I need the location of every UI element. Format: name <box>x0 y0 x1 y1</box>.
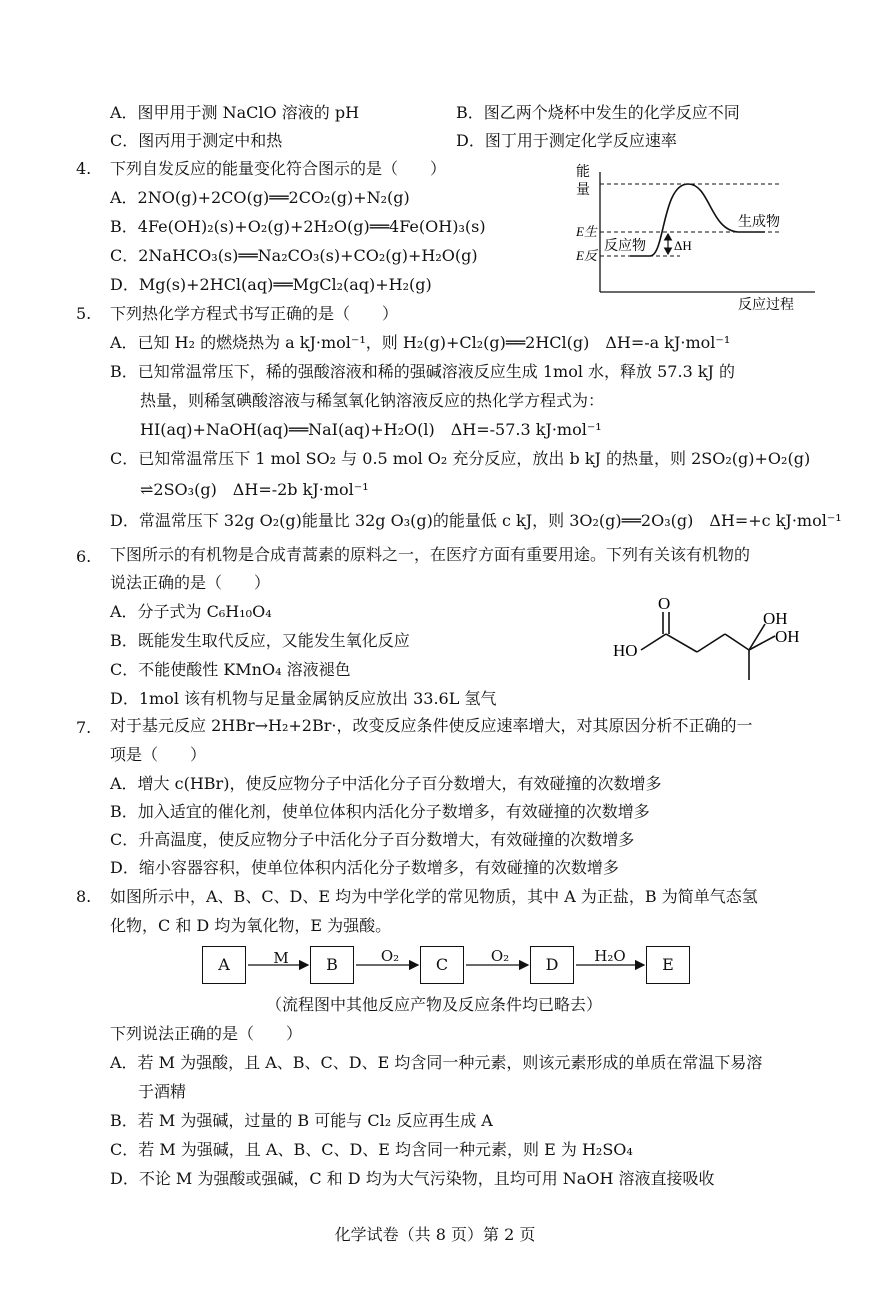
flow-box-b: B <box>310 946 354 984</box>
energy-diagram <box>570 160 830 315</box>
q5-option-d: D．常温常压下 32g O₂(g)能量比 32g O₃(g)的能量低 c kJ，则 3O₂(g)══2O₃(g) ΔH=+c kJ·mol⁻¹ <box>110 511 842 530</box>
flow-arrow-label-4: H₂O <box>594 947 626 965</box>
y-label-1: 能 <box>576 165 590 180</box>
q4-option-d: D．Mg(s)+2HCl(aq)══MgCl₂(aq)+H₂(g) <box>110 275 432 294</box>
carbonyl-o-label: O <box>658 594 671 613</box>
ho-label: HO <box>613 641 638 660</box>
flow-box-c: C <box>420 946 464 984</box>
q8-option-a-line2: 于酒精 <box>138 1082 187 1101</box>
q8-option-a-line1: A．若 M 为强酸，且 A、B、C、D、E 均含同一种元素，则该元素形成的单质在常温下易溶 <box>110 1053 763 1072</box>
q7-option-a: A．增大 c(HBr)，使反应物分子中活化分子百分数增大，有效碰撞的次数增多 <box>110 774 662 793</box>
q8-option-c: C．若 M 为强碱，且 A、B、C、D、E 均含同一种元素，则 E 为 H₂SO₄ <box>110 1140 633 1159</box>
product-label: 生成物 <box>738 215 780 230</box>
q6-option-d: D．1mol 该有机物与足量金属钠反应放出 33.6L 氢气 <box>110 689 497 708</box>
q4-option-a: A．2NO(g)+2CO(g)══2CO₂(g)+N₂(g) <box>110 188 410 207</box>
q4-stem: 下列自发反应的能量变化符合图示的是（ ） <box>110 159 447 178</box>
flow-box-d: D <box>530 946 574 984</box>
q3-option-b: B．图乙两个烧杯中发生的化学反应不同 <box>456 103 740 122</box>
q5-option-a: A．已知 H₂ 的燃烧热为 a kJ·mol⁻¹，则 H₂(g)+Cl₂(g)══2HCl(g) ΔH=-a kJ·mol⁻¹ <box>110 333 731 352</box>
q8-option-d: D．不论 M 为强酸或强碱，C 和 D 均为大气污染物，且均可用 NaOH 溶液直接吸收 <box>110 1169 715 1188</box>
delta-h-label: ΔH <box>674 238 692 253</box>
q3-option-a: A．图甲用于测 NaClO 溶液的 pH <box>110 103 360 122</box>
oh-label-2: OH <box>775 627 800 646</box>
oh-label-1: OH <box>763 609 788 628</box>
flow-arrow-label-2: O₂ <box>380 947 400 965</box>
q6-option-a: A．分子式为 C₆H₁₀O₄ <box>110 602 272 621</box>
q6-stem-line1: 下图所示的有机物是合成青蒿素的原料之一，在医疗方面有重要用途。下列有关该有机物的 <box>110 545 751 564</box>
flow-arrow-label-3: O₂ <box>490 947 510 965</box>
e-reactant-label: E反 <box>576 248 597 263</box>
flow-box-e: E <box>646 946 690 984</box>
q7-stem-line2: 项是（ ） <box>110 745 207 764</box>
q5-option-b-line2: 热量，则稀氢碘酸溶液与稀氢氧化钠溶液反应的热化学方程式为： <box>140 391 605 410</box>
q5-number: 5. <box>76 304 92 323</box>
q3-option-c: C．图丙用于测定中和热 <box>110 131 283 150</box>
q5-option-c-line2: ⇌2SO₃(g) ΔH=-2b kJ·mol⁻¹ <box>140 480 369 499</box>
q5-option-c-line1: C．已知常温常压下 1 mol SO₂ 与 0.5 mol O₂ 充分反应，放出 b kJ 的热量，则 2SO₂(g)+O₂(g) <box>110 449 811 468</box>
q7-number: 7. <box>76 718 92 737</box>
q8-stem-line2: 化物，C 和 D 均为氧化物，E 为强酸。 <box>110 916 392 935</box>
q8-stem-line3: 下列说法正确的是（ ） <box>110 1024 303 1043</box>
q5-stem: 下列热化学方程式书写正确的是（ ） <box>110 304 399 323</box>
q4-number: 4. <box>76 159 92 178</box>
q7-option-b: B．加入适宜的催化剂，使单位体积内活化分子数增多，有效碰撞的次数增多 <box>110 802 650 821</box>
e-product-label: E生 <box>576 224 597 239</box>
q8-option-b: B．若 M 为强碱，过量的 B 可能与 Cl₂ 反应再生成 A <box>110 1111 493 1130</box>
q7-stem-line1: 对于基元反应 2HBr→H₂+2Br·，改变反应条件使反应速率增大，对其原因分析不正确的一 <box>110 716 753 735</box>
reactant-label: 反应物 <box>604 239 646 254</box>
q7-option-d: D．缩小容器容积，使单位体积内活化分子数增多，有效碰撞的次数增多 <box>110 858 619 877</box>
flow-arrow-label-1: M <box>273 949 289 967</box>
q5-option-b-line1: B．已知常温常压下，稀的强酸溶液和稀的强碱溶液反应生成 1mol 水，释放 57.3 kJ 的 <box>110 362 736 381</box>
q7-option-c: C．升高温度，使反应物分子中活化分子百分数增大，有效碰撞的次数增多 <box>110 830 635 849</box>
x-axis-label: 反应过程 <box>738 298 794 313</box>
q3-option-d: D．图丁用于测定化学反应速率 <box>456 131 677 150</box>
flow-note: （流程图中其他反应产物及反应条件均已略去） <box>266 995 603 1014</box>
q6-number: 6. <box>76 547 92 566</box>
molecule-structure <box>605 590 815 690</box>
q4-option-b: B．4Fe(OH)₂(s)+O₂(g)+2H₂O(g)══4Fe(OH)₃(s) <box>110 217 486 236</box>
q6-stem-line2: 说法正确的是（ ） <box>110 573 271 592</box>
page-footer: 化学试卷（共 8 页）第 2 页 <box>334 1225 536 1244</box>
q6-option-c: C．不能使酸性 KMnO₄ 溶液褪色 <box>110 660 351 679</box>
q5-option-b-line3: HI(aq)+NaOH(aq)══NaI(aq)+H₂O(l) ΔH=-57.3 kJ·mol⁻¹ <box>140 420 602 439</box>
q6-option-b: B．既能发生取代反应，又能发生氧化反应 <box>110 631 410 650</box>
q8-number: 8. <box>76 887 92 906</box>
flow-box-a: A <box>202 946 246 984</box>
y-label-2: 量 <box>576 183 590 198</box>
q8-stem-line1: 如图所示中，A、B、C、D、E 均为中学化学的常见物质，其中 A 为正盐，B 为简单气态氢 <box>110 887 758 906</box>
q4-option-c: C．2NaHCO₃(s)══Na₂CO₃(s)+CO₂(g)+H₂O(g) <box>110 246 478 265</box>
